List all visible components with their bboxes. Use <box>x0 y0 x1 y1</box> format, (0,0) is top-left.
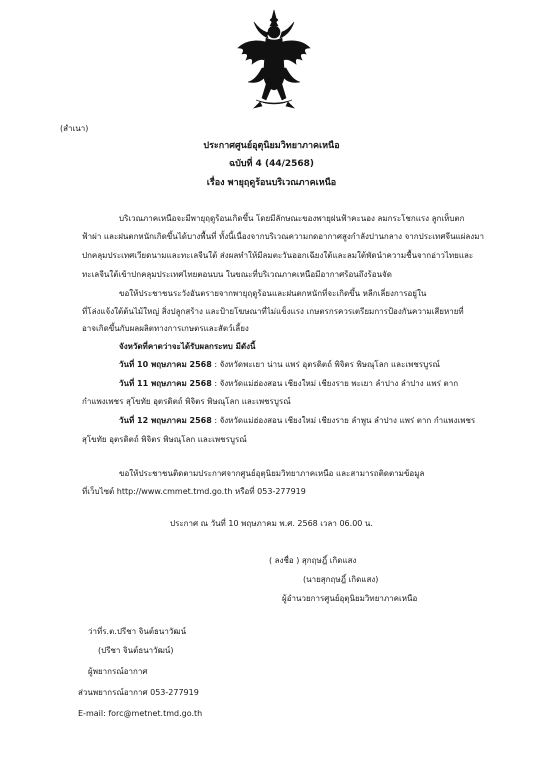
footer-officer-name: (ปรีชา จินต์ธนาวัฒน์) <box>98 646 174 655</box>
body-line: ปกคลุมประเทศเวียดนามและทะเลจีนใต้ ส่งผลทำให้มีลมตะวันออกเฉียงใต้และลมใต้พัดนำความชื้นจากอ่าวไทยและ <box>82 251 474 260</box>
announcement-issue: ฉบับที่ 4 (44/2568) <box>228 159 315 169</box>
footer-email: E-mail: forc@metnet.tmd.go.th <box>78 709 203 718</box>
forecast-provinces-cont: สุโขทัย อุตรดิตถ์ พิจิตร พิษณุโลก และเพชรบูรณ์ <box>82 435 247 444</box>
forecast-date: วันที่ 11 พฤษภาคม 2568 <box>119 379 212 388</box>
announcement-subject: เรื่อง พายุฤดูร้อนบริเวณภาคเหนือ <box>206 178 337 188</box>
body-line: ที่เว็บไซต์ http://www.cmmet.tmd.go.th หรือที่ 053-277919 <box>82 487 306 496</box>
forecast-day-12 <box>119 416 475 426</box>
forecast-day-11 <box>119 379 458 389</box>
body-line: ที่โล่งแจ้งใต้ต้นไม้ใหญ่ สิ่งปลูกสร้าง และป้ายโฆษณาที่ไม่แข็งแรง เกษตรกรควรเตรียมการป้องกันความเสียหายที่ <box>82 307 464 316</box>
footer-role: ผู้พยากรณ์อากาศ <box>88 667 148 676</box>
signer-position: ผู้อำนวยการศูนย์อุตุนิยมวิทยาภาคเหนือ <box>282 594 418 603</box>
signer-name: (นายสุกฤษฎิ์ เกิดแสง) <box>303 575 379 584</box>
copy-label: (สำเนา) <box>60 124 89 133</box>
forecast-date: วันที่ 10 พฤษภาคม 2568 <box>119 360 212 369</box>
announce-date: ประกาศ ณ วันที่ 10 พฤษภาคม พ.ศ. 2568 เวลา 06.00 น. <box>170 519 373 528</box>
forecast-provinces-cont: กำแพงเพชร สุโขทัย อุตรดิตถ์ พิจิตร พิษณุโลก และเพชรบูรณ์ <box>82 397 291 406</box>
body-line: ทะเลจีนใต้เข้าปกคลุมประเทศไทยตอนบน ในขณะที่บริเวณภาคเหนือมีอากาศร้อนถึงร้อนจัด <box>82 270 392 279</box>
signature-line: ( ลงชื่อ ) สุกฤษฎิ์ เกิดแสง <box>269 556 357 565</box>
forecast-provinces: : จังหวัดพะเยา น่าน แพร่ อุตรดิตถ์ พิจิตร พิษณุโลก และเพชรบูรณ์ <box>214 360 440 369</box>
body-line: บริเวณภาคเหนือจะมีพายุฤดูร้อนเกิดขึ้น โดยมีลักษณะของพายุฝนฟ้าคะนอง ลมกระโชกแรง ลูกเห็บตก <box>119 214 465 223</box>
announcement-title: ประกาศศูนย์อุตุนิยมวิทยาภาคเหนือ <box>203 141 340 151</box>
footer-officer: ว่าที่ร.ต.ปรีชา จินต์ธนาวัฒน์ <box>88 627 187 636</box>
forecast-day-10 <box>119 360 440 370</box>
affected-heading: จังหวัดที่คาดว่าจะได้รับผลกระทบ มีดังนี้ <box>119 342 256 351</box>
forecast-date: วันที่ 12 พฤษภาคม 2568 <box>119 416 212 425</box>
body-line: ขอให้ประชาชนระวังอันตรายจากพายุฤดูร้อนและฝนตกหนักที่จะเกิดขึ้น หลีกเลี่ยงการอยู่ใน <box>119 289 427 298</box>
body-line: อาจเกิดขึ้นกับผลผลิตทางการเกษตรและสัตว์เลี้ยง <box>82 324 249 333</box>
footer-department: ส่วนพยากรณ์อากาศ 053-277919 <box>78 688 199 697</box>
forecast-provinces: : จังหวัดแม่ฮ่องสอน เชียงใหม่ เชียงราย ลำพูน ลำปาง แพร่ ตาก กำแพงเพชร <box>214 416 476 425</box>
forecast-provinces: : จังหวัดแม่ฮ่องสอน เชียงใหม่ เชียงราย พะเยา ลำปาง ลำปาง แพร่ ตาก <box>214 379 459 388</box>
body-line: ฟ้าผ่า และฝนตกหนักเกิดขึ้นได้บางพื้นที่ ทั้งนี้เนื่องจากบริเวณความกดอากาศสูงกำลังปานกลาง จากประเทศจีนแผ่ลงมา <box>82 232 484 241</box>
body-line: ขอให้ประชาชนติดตามประกาศจากศูนย์อุตุนิยมวิทยาภาคเหนือ และสามารถติดตามข้อมูล <box>119 469 425 478</box>
garuda-emblem <box>236 8 312 112</box>
